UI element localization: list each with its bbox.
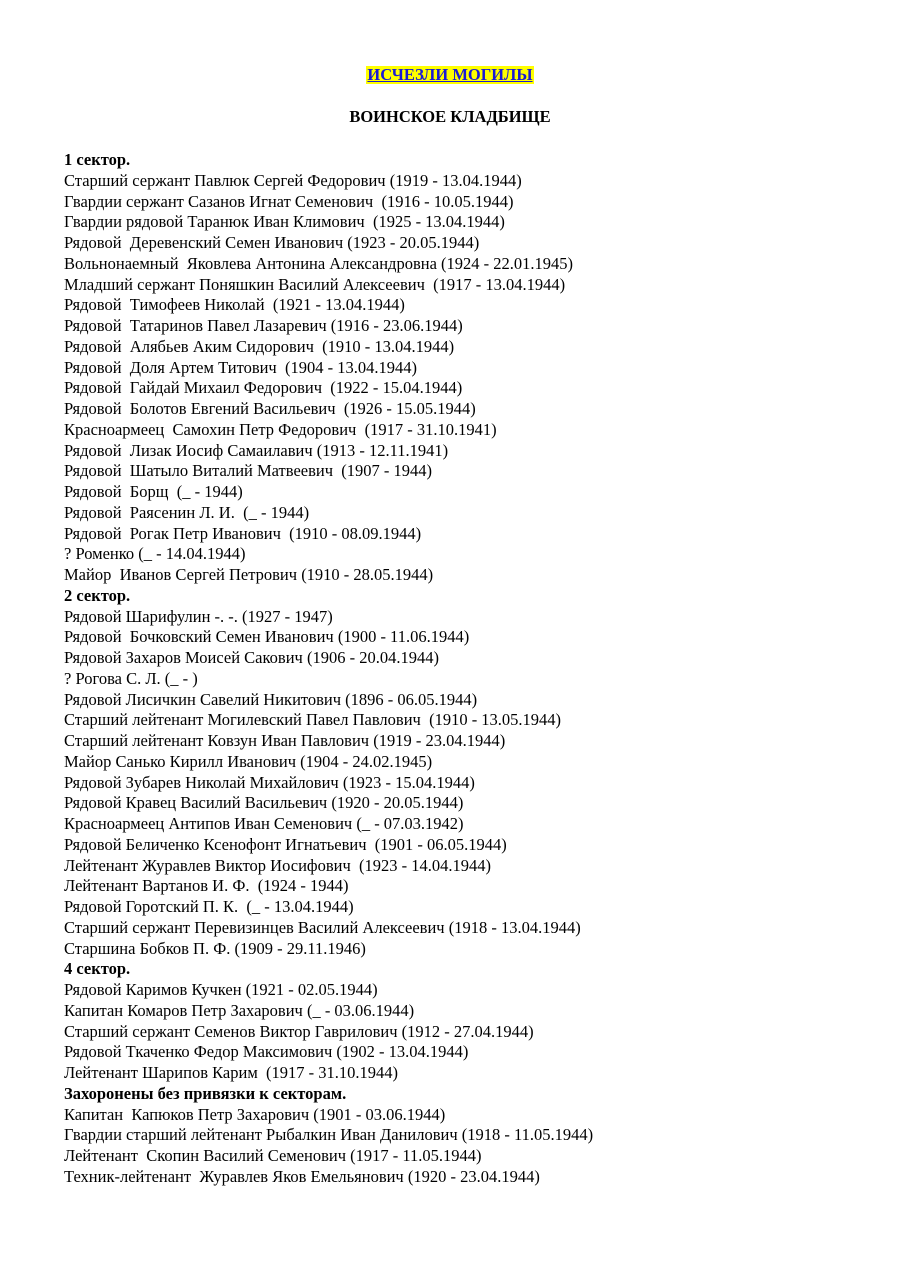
burial-entry: Старший лейтенант Ковзун Иван Павлович (1919 - 23.04.1944): [64, 731, 506, 750]
burial-entry: Рядовой Лизак Иосиф Самаилавич (1913 - 12.11.1941): [64, 440, 449, 460]
burial-entry: Рядовой Деревенский Семен Иванович (1923 - 20.05.1944): [64, 233, 480, 252]
burial-entry: Младший сержант Поняшкин Василий Алексеевич (1917 - 13.04.1944): [64, 274, 566, 294]
burial-entry: Рядовой Беличенко Ксенофонт Игнатьевич (1901 - 06.05.1944): [64, 834, 507, 854]
burial-entry: Техник-лейтенант Журавлев Яков Емельянович (1920 - 23.04.1944): [64, 1166, 540, 1186]
burial-entry: Рядовой Тимофеев Николай (1921 - 13.04.1944): [64, 295, 405, 315]
burial-entry: Рядовой Рогак Петр Иванович (1910 - 08.09.1944): [64, 523, 422, 543]
burial-entry: Старший сержант Перевизинцев Василий Алексеевич (1918 - 13.04.1944): [64, 917, 581, 937]
burial-entry: Старший сержант Павлюк Сергей Федорович (1919 - 13.04.1944): [64, 170, 522, 190]
burial-entry: Рядовой Доля Артем Титович (1904 - 13.04.1944): [64, 357, 417, 377]
burial-entry: Рядовой Шатыло Виталий Матвеевич (1907 - 1944): [64, 461, 432, 481]
sector-section: [64, 959, 884, 1084]
burial-entry: Гвардии сержант Сазанов Игнат Семенович (1916 - 10.05.1944): [64, 191, 514, 211]
burial-entry: Рядовой Борщ (_ - 1944): [64, 482, 243, 501]
sector-heading: 4 сектор.: [64, 959, 131, 979]
burial-list: [64, 150, 884, 1188]
document-subtitle: ВОИНСКОЕ КЛАДБИЩЕ: [349, 107, 551, 126]
sector-heading: Захоронены без привязки к секторам.: [64, 1083, 347, 1103]
burial-entry: Рядовой Шарифулин -. -. (1927 - 1947): [64, 606, 333, 626]
burial-entry: Лейтенант Журавлев Виктор Иосифович (1923 - 14.04.1944): [64, 855, 492, 875]
burial-entry: Рядовой Ткаченко Федор Максимович (1902 - 13.04.1944): [64, 1042, 469, 1062]
burial-entry: Старший сержант Семенов Виктор Гаврилович (1912 - 27.04.1944): [64, 1021, 534, 1041]
burial-entry: Лейтенант Шарипов Карим (1917 - 31.10.1944): [64, 1063, 398, 1082]
title-container: [0, 66, 900, 85]
sector-heading: 1 сектор.: [64, 150, 131, 169]
burial-entry: Рядовой Каримов Кучкен (1921 - 02.05.1944): [64, 980, 378, 999]
burial-entry: Вольнонаемный Яковлева Антонина Александровна (1924 - 22.01.1945): [64, 253, 574, 273]
burial-entry: ? Роменко (_ - 14.04.1944): [64, 544, 246, 564]
sector-heading: 2 сектор.: [64, 585, 131, 605]
sector-section: [64, 1084, 884, 1188]
burial-entry: Старшина Бобков П. Ф. (1909 - 29.11.1946): [64, 938, 366, 958]
burial-entry: Рядовой Гайдай Михаил Федорович (1922 - 15.04.1944): [64, 378, 463, 398]
burial-entry: Майор Иванов Сергей Петрович (1910 - 28.05.1944): [64, 565, 434, 584]
burial-entry: Рядовой Раясенин Л. И. (_ - 1944): [64, 502, 310, 522]
burial-entry: Капитан Комаров Петр Захарович (_ - 03.06.1944): [64, 1000, 415, 1020]
burial-entry: Рядовой Зубарев Николай Михайлович (1923 - 15.04.1944): [64, 772, 475, 792]
burial-entry: Старший лейтенант Могилевский Павел Павлович (1910 - 13.05.1944): [64, 710, 562, 730]
burial-entry: Гвардии старший лейтенант Рыбалкин Иван Данилович (1918 - 11.05.1944): [64, 1125, 594, 1145]
burial-entry: ? Рогова С. Л. (_ - ): [64, 668, 198, 688]
burial-entry: Рядовой Горотский П. К. (_ - 13.04.1944): [64, 897, 354, 916]
burial-entry: Рядовой Татаринов Павел Лазаревич (1916 - 23.06.1944): [64, 316, 463, 335]
burial-entry: Рядовой Захаров Моисей Сакович (1906 - 20.04.1944): [64, 648, 439, 667]
sector-section: [64, 586, 884, 960]
burial-entry: Красноармеец Антипов Иван Семенович (_ - 07.03.1942): [64, 814, 464, 833]
sector-section: [64, 150, 884, 586]
burial-entry: Лейтенант Вартанов И. Ф. (1924 - 1944): [64, 876, 349, 896]
document-title: ИСЧЕЗЛИ МОГИЛЫ: [367, 65, 533, 84]
burial-entry: Рядовой Бочковский Семен Иванович (1900 - 11.06.1944): [64, 627, 470, 647]
burial-entry: Красноармеец Самохин Петр Федорович (1917 - 31.10.1941): [64, 419, 497, 439]
burial-entry: Капитан Капюков Петр Захарович (1901 - 03.06.1944): [64, 1104, 446, 1124]
burial-entry: Майор Санько Кирилл Иванович (1904 - 24.02.1945): [64, 751, 433, 771]
burial-entry: Рядовой Кравец Василий Васильевич (1920 - 20.05.1944): [64, 793, 464, 813]
burial-entry: Лейтенант Скопин Василий Семенович (1917 - 11.05.1944): [64, 1146, 482, 1165]
burial-entry: Рядовой Алябьев Аким Сидорович (1910 - 13.04.1944): [64, 336, 455, 356]
burial-entry: Рядовой Лисичкин Савелий Никитович (1896 - 06.05.1944): [64, 689, 478, 709]
burial-entry: Гвардии рядовой Таранюк Иван Климович (1925 - 13.04.1944): [64, 212, 505, 232]
burial-entry: Рядовой Болотов Евгений Васильевич (1926 - 15.05.1944): [64, 399, 476, 418]
